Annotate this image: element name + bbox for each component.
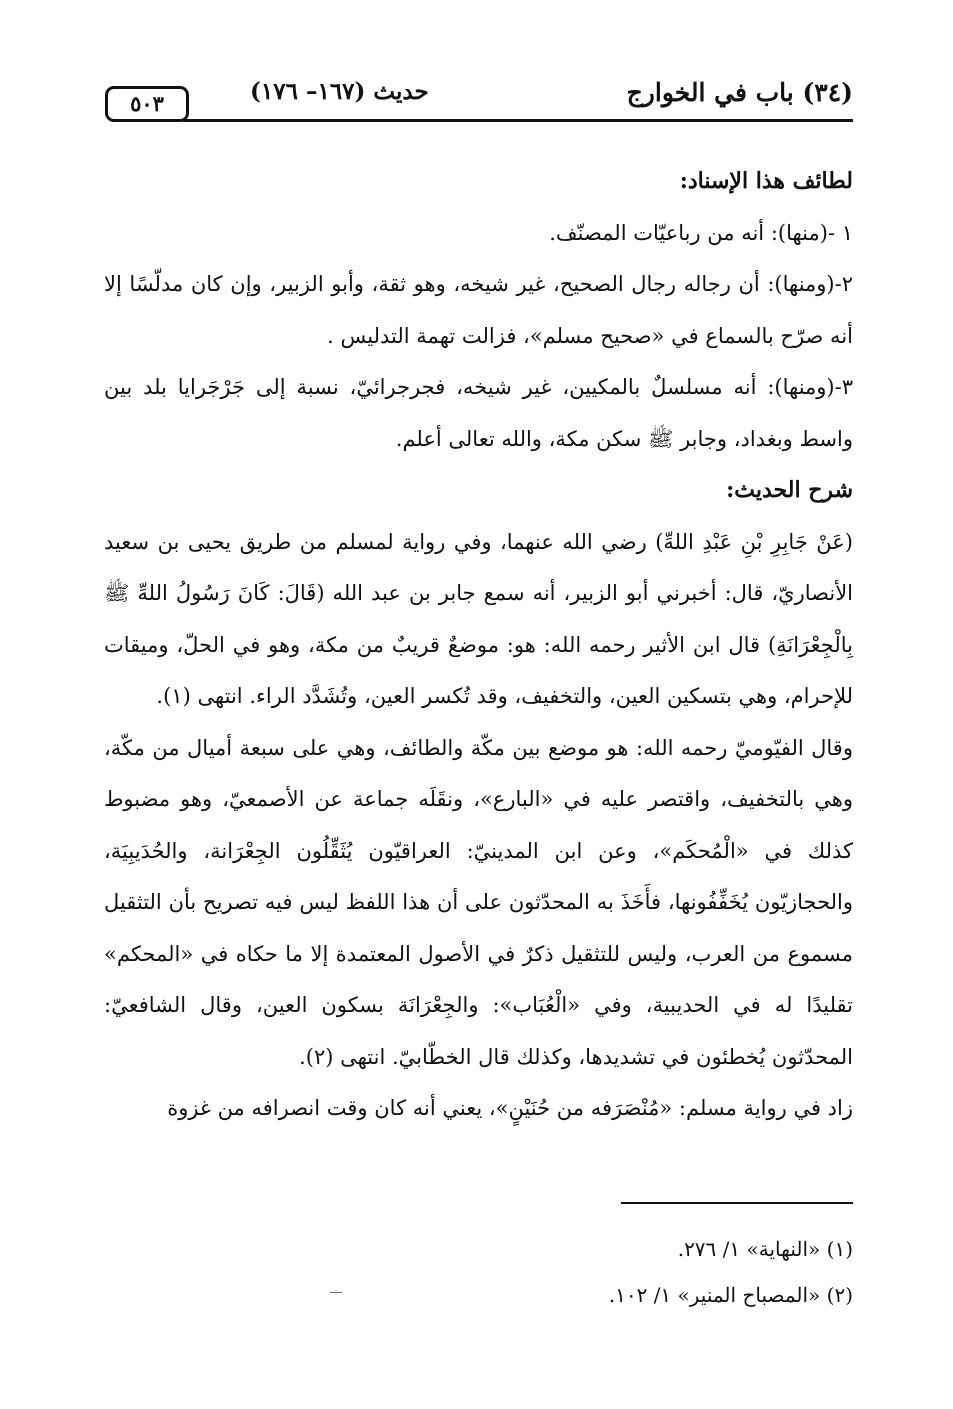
footnote-1: (١) «النهاية» ١/ ٢٧٦. xyxy=(677,1237,853,1261)
sharh-heading: شرح الحديث: xyxy=(726,477,853,503)
page-mark xyxy=(330,1292,342,1293)
page-header xyxy=(105,78,853,122)
isnad-heading: لطائف هذا الإسناد: xyxy=(679,168,853,194)
hadith-range: حديث (١٦٧– ١٧٦) xyxy=(250,78,429,105)
main-text xyxy=(104,156,853,1135)
footnote-rule xyxy=(621,1202,853,1204)
page-number: ٥٠٣ xyxy=(105,86,189,122)
isnad-point-3: ٣-(ومنها): أنه مسلسلٌ بالمكيين، غير شيخه، فجرجرائيّ، نسبة إلى جَرْجَرايا بلد بين واسط وبغداد، وجابر ﷺ سكن مكة، والله تعالى أعلم. xyxy=(104,375,853,451)
chapter-title: (٣٤) باب في الخوارج xyxy=(626,78,853,107)
footnote-2: (٢) «المصباح المنير» ١/ ١٠٢. xyxy=(608,1283,853,1307)
sharh-paragraph-1: (عَنْ جَابِرِ بْنِ عَبْدِ اللهِّ) رضي الله عنهما، وفي رواية لمسلم من طريق يحيى بن سعيد الأنصاريّ، قال: أخبرني أبو الزبير، أنه سمع جابر بن عبد الله (قَالَ: كَانَ رَسُولُ اللهِّ ﷺ بِالْجِعْرَانَةِ) قال ابن الأثير رحمه الله: هو: موضعٌ قريبٌ من مكة، وهو في الحلّ، وميقات للإحرام، وهي بتسكين العين، والتخفيف، وقد تُكسر العين، وتُشَدَّد الراء. انتهى (١). xyxy=(104,529,853,708)
header-rule xyxy=(183,119,853,122)
sharh-paragraph-3: زاد في رواية مسلم: «مُنْصَرَفه من حُنَيْنٍ»، يعني أنه كان وقت انصرافه من غزوة xyxy=(167,1096,853,1120)
footnotes xyxy=(104,1226,853,1318)
isnad-point-2: ٢-(ومنها): أن رجاله رجال الصحيح، غير شيخه، وهو ثقة، وأبو الزبير، وإن كان مدلّسًا إلا أنه صرّح بالسماع في «صحيح مسلم»، فزالت تهمة التدليس . xyxy=(104,272,853,348)
sharh-paragraph-2: وقال الفيّوميّ رحمه الله: هو موضع بين مكّة والطائف، وهي على سبعة أميال من مكّة، وهي بالتخفيف، واقتصر عليه في «البارع»، ونقَلَه جماعة عن الأصمعيّ، وهو مضبوط كذلك في «الْمُحكَم»، وعن ابن المدينيّ: العراقيّون يُثَقِّلُون الجِعْرَانة، والحُدَيبِيَة، والحجازيّون يُخَفِّفُونها، فأَخَذَ به المحدّثون على أن هذا اللفظ ليس فيه تصريح بأن التثقيل مسموع من العرب، وليس للتثقيل ذكرٌ في الأصول المعتمدة إلا ما حكاه في «المحكم» تقليدًا له في الحديبية، وفي «الْعُبَاب»: والجِعْرَانَة بسكون العين، وقال الشافعيّ: المحدّثون يُخطئون في تشديدها، وكذلك قال الخطّابيّ. انتهى (٢). xyxy=(104,735,853,1069)
isnad-point-1: ١ -(منها): أنه من رباعيّات المصنّف. xyxy=(549,220,853,245)
